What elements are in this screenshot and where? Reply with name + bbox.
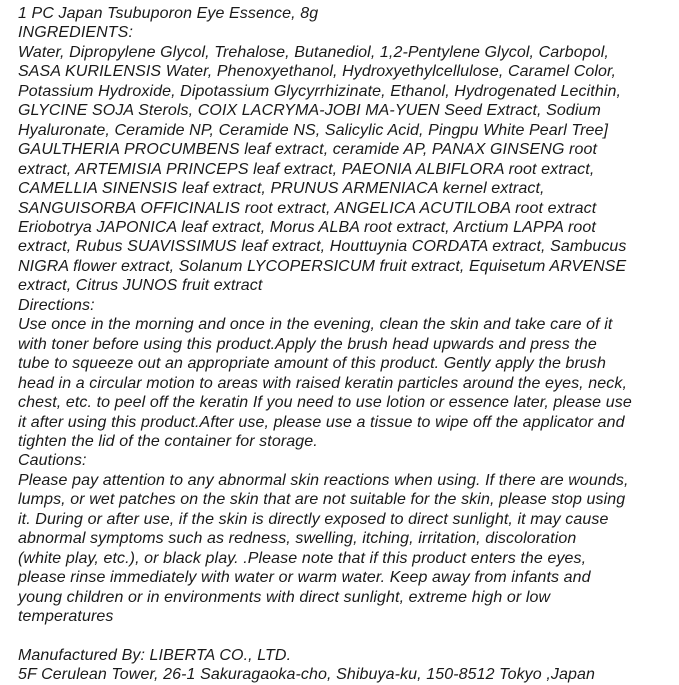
- ingredients-line: Water, Dipropylene Glycol, Trehalose, Butanediol, 1,2-Pentylene Glycol, Carbopol,: [18, 43, 609, 61]
- cautions-line: (white play, etc.), or black play. .Please note that if this product enters the eyes,: [18, 549, 587, 567]
- cautions-heading: Cautions:: [18, 452, 87, 470]
- blank-line: [18, 627, 671, 646]
- manufacturer-line: Manufactured By: LIBERTA CO., LTD.: [18, 646, 292, 664]
- directions-section: [18, 296, 671, 452]
- directions-line: it after using this product.After use, please use a tissue to wipe off the applicator and: [18, 413, 625, 431]
- ingredients-line: extract, ARTEMISIA PRINCEPS leaf extract, PAEONIA ALBIFLORA root extract,: [18, 160, 595, 178]
- cautions-section: [18, 451, 671, 626]
- product-title: 1 PC Japan Tsubuporon Eye Essence, 8g: [18, 5, 319, 22]
- ingredients-line: GLYCINE SOJA Sterols, COIX LACRYMA-JOBI MA-YUEN Seed Extract, Sodium: [18, 102, 601, 120]
- cautions-line: Please pay attention to any abnormal skin reactions when using. If there are wounds,: [18, 471, 629, 489]
- directions-line: tube to squeeze out an appropriate amount of this product. Gently apply the brush: [18, 355, 607, 373]
- cautions-line: abnormal symptoms such as redness, swelling, itching, irritation, discoloration: [18, 530, 577, 548]
- directions-line: head in a circular motion to areas with raised keratin particles around the eyes, neck,: [18, 374, 628, 392]
- directions-heading: Directions:: [18, 296, 95, 314]
- manufacturer-address-line: 5F Cerulean Tower, 26-1 Sakuragaoka-cho, Shibuya-ku, 150-8512 Tokyo ,Japan: [18, 666, 595, 684]
- ingredients-section: [18, 23, 671, 295]
- directions-line: with toner before using this product.Apply the brush head upwards and press the: [18, 335, 597, 353]
- cautions-line: please rinse immediately with water or warm water. Keep away from infants and: [18, 569, 591, 587]
- ingredients-line: SASA KURILENSIS Water, Phenoxyethanol, Hydroxyethylcellulose, Caramel Color,: [18, 63, 617, 81]
- directions-line: Use once in the morning and once in the evening, clean the skin and take care of it: [18, 316, 613, 334]
- cautions-line: temperatures: [18, 608, 114, 626]
- ingredients-line: extract, Rubus SUAVISSIMUS leaf extract, Houttuynia CORDATA extract, Sambucus: [18, 238, 627, 256]
- cautions-line: it. During or after use, if the skin is directly exposed to direct sunlight, it may cause: [18, 510, 609, 528]
- ingredients-line: Potassium Hydroxide, Dipotassium Glycyrrhizinate, Ethanol, Hydrogenated Lecithin,: [18, 82, 622, 100]
- ingredients-heading: INGREDIENTS:: [18, 24, 133, 42]
- ingredients-line: NIGRA flower extract, Solanum LYCOPERSICUM fruit extract, Equisetum ARVENSE: [18, 257, 627, 275]
- directions-line: chest, etc. to peel off the keratin If you need to use lotion or essence later, please use: [18, 394, 632, 412]
- ingredients-line: Hyaluronate, Ceramide NP, Ceramide NS, Salicylic Acid, Pingpu White Pearl Tree]: [18, 121, 609, 139]
- cautions-line: lumps, or wet patches on the skin that are not suitable for the skin, please stop using: [18, 491, 626, 509]
- ingredients-line: CAMELLIA SINENSIS leaf extract, PRUNUS ARMENIACA kernel extract,: [18, 180, 545, 198]
- directions-line: tighten the lid of the container for storage.: [18, 432, 318, 450]
- cautions-line: young children or in environments with direct sunlight, extreme high or low: [18, 588, 551, 606]
- manufacturer-section: [18, 646, 671, 685]
- ingredients-line: GAULTHERIA PROCUMBENS leaf extract, ceramide AP, PANAX GINSENG root: [18, 141, 598, 159]
- ingredients-line: extract, Citrus JUNOS fruit extract: [18, 277, 263, 295]
- ingredients-line: SANGUISORBA OFFICINALIS root extract, ANGELICA ACUTILOBA root extract: [18, 199, 597, 217]
- ingredients-line: Eriobotrya JAPONICA leaf extract, Morus ALBA root extract, Arctium LAPPA root: [18, 218, 596, 236]
